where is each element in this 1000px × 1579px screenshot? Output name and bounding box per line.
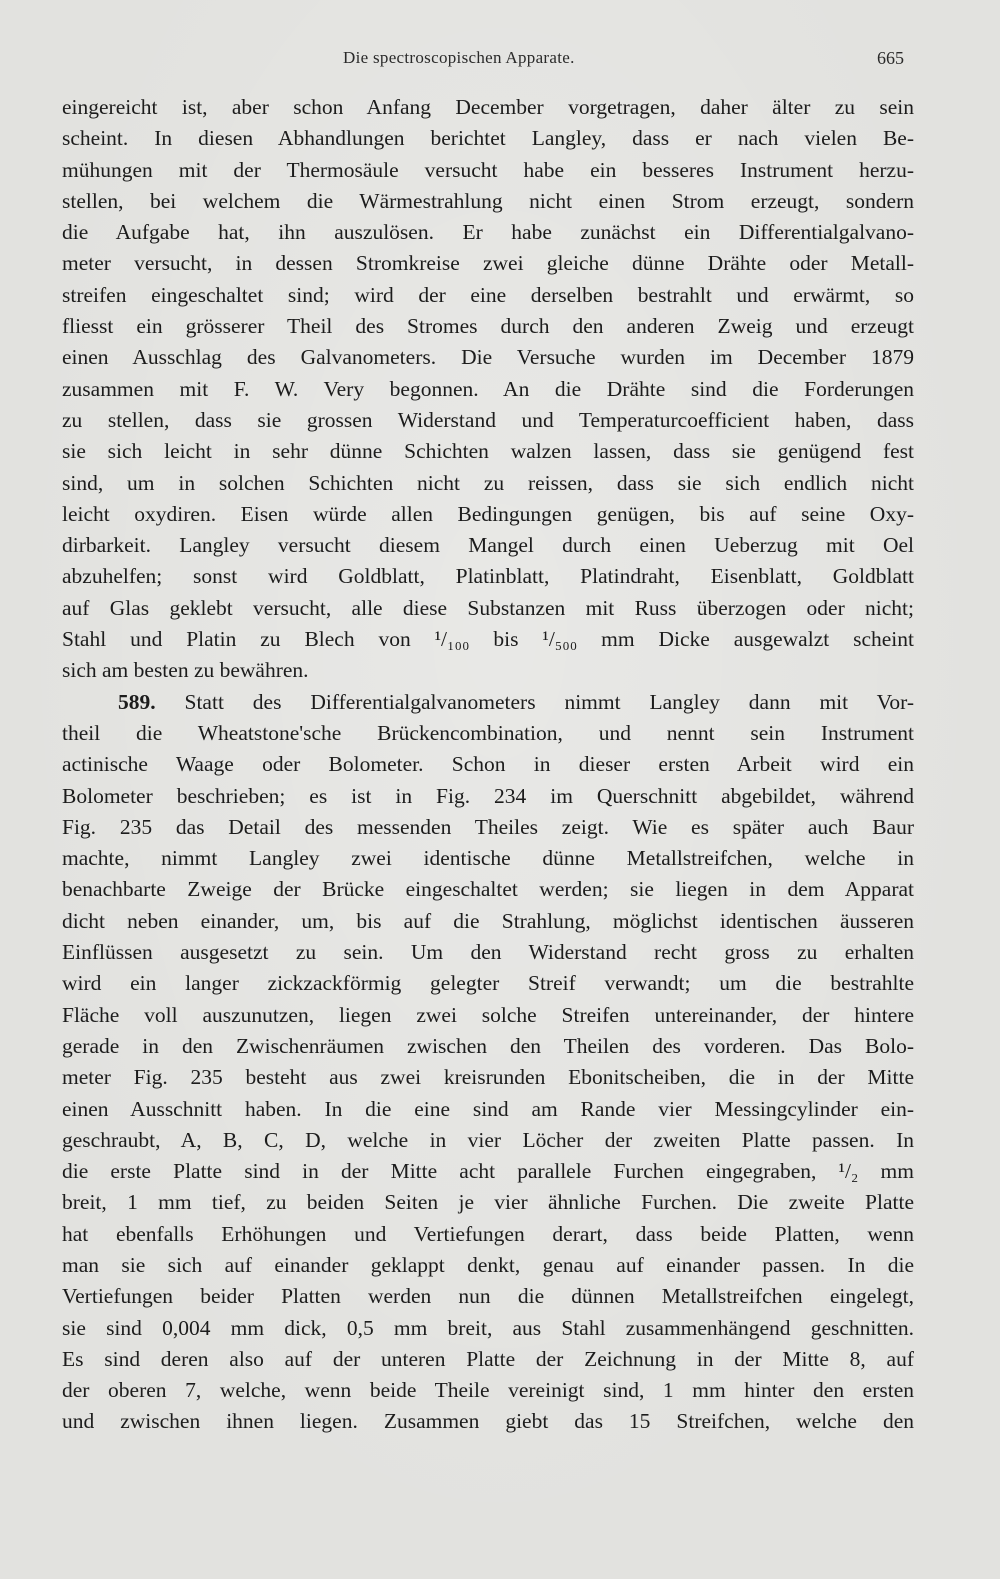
text-line: meter versucht, in dessen Stromkreise zwei gleiche dünne Drähte oder Metall- xyxy=(62,251,914,276)
text-line: Fläche voll auszunutzen, liegen zwei solche Streifen untereinander, der hintere xyxy=(62,1002,914,1027)
text-line: hat ebenfalls Erhöhungen und Vertiefungen derart, dass beide Platten, wenn xyxy=(62,1221,914,1246)
text-line: machte, nimmt Langley zwei identische dünne Metallstreifchen, welche in xyxy=(62,846,914,871)
text-line: dicht neben einander, um, bis auf die Strahlung, möglichst identischen äusseren xyxy=(62,908,914,933)
text-line: sind, um in solchen Schichten nicht zu reissen, dass sie sich endlich nicht xyxy=(62,470,914,495)
text-line: die Aufgabe hat, ihn auszulösen. Er habe zunächst ein Differentialgalvano- xyxy=(62,220,914,245)
text-line: man sie sich auf einander geklappt denkt, genau auf einander passen. In die xyxy=(62,1252,914,1277)
text-line: breit, 1 mm tief, zu beiden Seiten je vier ähnliche Furchen. Die zweite Platte xyxy=(62,1190,914,1215)
text-line: zusammen mit F. W. Very begonnen. An die Drähte sind die Forderungen xyxy=(62,376,914,401)
text-line: einen Ausschnitt haben. In die eine sind am Rande vier Messingcylinder ein- xyxy=(62,1096,914,1121)
text-line: Es sind deren also auf der unteren Platte der Zeichnung in der Mitte 8, auf xyxy=(62,1346,914,1371)
running-title: Die spectroscopischen Apparate. xyxy=(343,48,575,67)
text-line: mühungen mit der Thermosäule versucht habe ein besseres Instrument herzu- xyxy=(62,157,914,182)
text-line: theil die Wheatstone'sche Brückencombination, und nennt sein Instrument xyxy=(62,720,914,745)
text-line: gerade in den Zwischenräumen zwischen den Theilen des vorderen. Das Bolo- xyxy=(62,1033,914,1058)
text-line: benachbarte Zweige der Brücke eingeschaltet werden; sie liegen in dem Apparat xyxy=(62,877,914,902)
running-header xyxy=(0,48,1000,74)
text-line: sie sind 0,004 mm dick, 0,5 mm breit, aus Stahl zusammenhängend geschnitten. xyxy=(62,1315,914,1340)
text-line: stellen, bei welchem die Wärmestrahlung nicht einen Strom erzeugt, sondern xyxy=(62,188,914,213)
section-number: 589. xyxy=(118,689,156,714)
text-line: zu stellen, dass sie grossen Widerstand und Temperaturcoefficient haben, dass xyxy=(62,407,914,432)
text-line: der oberen 7, welche, wenn beide Theile vereinigt sind, 1 mm hinter den ersten xyxy=(62,1378,914,1403)
text-line: fliesst ein grösserer Theil des Stromes durch den anderen Zweig und erzeugt xyxy=(62,314,914,339)
text-line: Stahl und Platin zu Blech von ¹/₁₀₀ bis ¹/₅₀₀ mm Dicke ausgewalzt scheint xyxy=(62,627,914,652)
section-first-line-text: Statt des Differentialgalvanometers nimmt Langley dann mit Vor- xyxy=(155,689,914,714)
text-line: leicht oxydiren. Eisen würde allen Bedingungen genügen, bis auf seine Oxy- xyxy=(62,501,914,526)
text-line: auf Glas geklebt versucht, alle diese Substanzen mit Russ überzogen oder nicht; xyxy=(62,595,914,620)
text-line: Einflüssen ausgesetzt zu sein. Um den Widerstand recht gross zu erhalten xyxy=(62,940,914,965)
text-line: Bolometer beschrieben; es ist in Fig. 234 im Querschnitt abgebildet, während xyxy=(62,783,914,808)
text-line: scheint. In diesen Abhandlungen berichtet Langley, dass er nach vielen Be- xyxy=(62,126,914,151)
page-number: 665 xyxy=(877,48,904,68)
body-text xyxy=(62,92,914,1438)
text-line: einen Ausschlag des Galvanometers. Die Versuche wurden im December 1879 xyxy=(62,345,914,370)
text-line: meter Fig. 235 besteht aus zwei kreisrunden Ebonitscheiben, die in der Mitte xyxy=(62,1065,914,1090)
text-line: die erste Platte sind in der Mitte acht parallele Furchen eingegraben, ¹/₂ mm xyxy=(62,1159,914,1184)
text-line: sie sich leicht in sehr dünne Schichten walzen lassen, dass sie genügend fest xyxy=(62,439,914,464)
text-line: actinische Waage oder Bolometer. Schon in dieser ersten Arbeit wird ein xyxy=(62,752,914,777)
text-line: streifen eingeschaltet sind; wird der eine derselben bestrahlt und erwärmt, so xyxy=(62,282,914,307)
text-line: sich am besten zu bewähren. xyxy=(62,658,309,683)
text-line: wird ein langer zickzackförmig gelegter Streif verwandt; um die bestrahlte xyxy=(62,971,914,996)
text-line: und zwischen ihnen liegen. Zusammen giebt das 15 Streifchen, welche den xyxy=(62,1409,914,1434)
section-first-line xyxy=(62,687,914,718)
text-line: dirbarkeit. Langley versucht diesem Mangel durch einen Ueberzug mit Oel xyxy=(62,533,914,558)
text-line: geschraubt, A, B, C, D, welche in vier Löcher der zweiten Platte passen. In xyxy=(62,1127,914,1152)
text-line: Vertiefungen beider Platten werden nun die dünnen Metallstreifchen eingelegt, xyxy=(62,1284,914,1309)
text-line: eingereicht ist, aber schon Anfang December vorgetragen, daher älter zu sein xyxy=(62,95,914,119)
text-line: Fig. 235 das Detail des messenden Theiles zeigt. Wie es später auch Baur xyxy=(62,814,914,839)
text-line: abzuhelfen; sonst wird Goldblatt, Platinblatt, Platindraht, Eisenblatt, Goldblatt xyxy=(62,564,914,589)
